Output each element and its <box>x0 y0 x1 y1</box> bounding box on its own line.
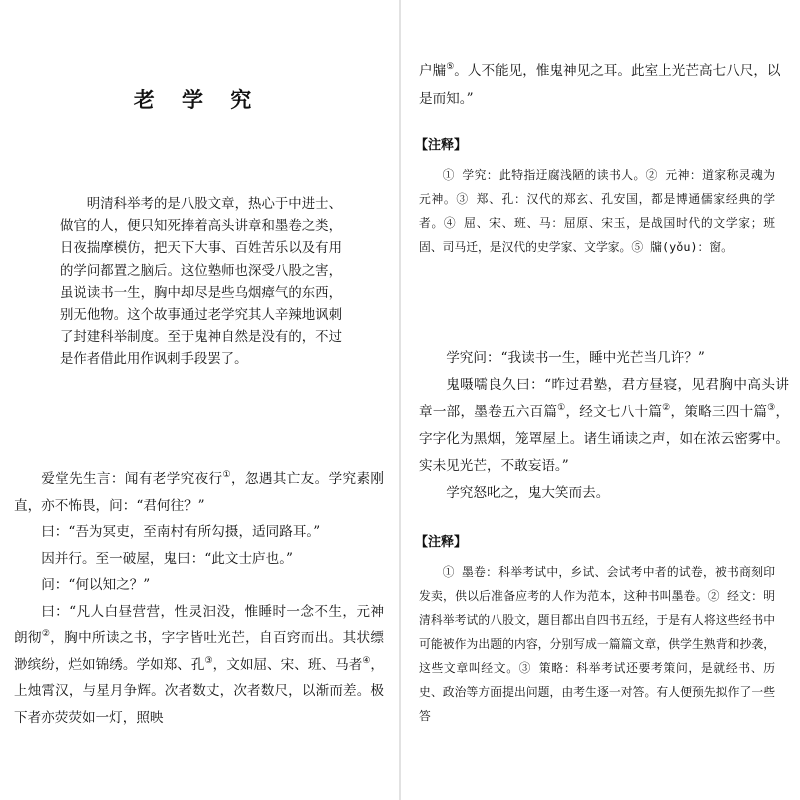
story-text-run: 。人不能见，惟鬼神见之耳。此室上光芒高七八尺，以是而知。” <box>419 63 781 107</box>
page-gutter <box>399 0 401 800</box>
notes-heading: 【注释】 <box>415 138 468 153</box>
notes-heading: 【注释】 <box>415 535 468 550</box>
story-paragraph: 曰：“吾为冥吏，至南村有所勾摄，适同路耳。” <box>41 524 321 540</box>
story-paragraph <box>14 466 384 519</box>
footnote-ref: ② <box>662 403 671 413</box>
intro-text: 明清科举考的是八股文章，热心于中进士、做官的人，便只知死捧着高头讲章和墨卷之类，日夜揣摩模仿，把天下大事、百姓苦乐以及有用的学问都置之脑后。这位塾师也深受八股之害，虽说读书一生，胸中却尽是些乌烟瘴气的东西，别无他物。这个故事通过老学究其人辛辣地讽刺了封建科举制度。至于鬼神自然是没有的，不过是作者借此用作讽刺手段罢了。 <box>60 197 342 368</box>
story-text-run: ，策略三四十篇 <box>670 404 768 420</box>
footnote-ref: ③ <box>767 403 776 413</box>
footnote-ref: ① <box>222 470 231 480</box>
story-text-run: 鬼嗫嚅良久曰：“昨过君塾，君方昼寝，见君胸中高头讲章一部，墨卷五六百篇 <box>419 377 789 420</box>
story-paragraph <box>419 57 789 113</box>
story-text-run: 户牖 <box>419 63 447 79</box>
page-title: 老 学 究 <box>133 88 262 112</box>
story-text-run: ，文如屈、宋、班、马者 <box>212 656 363 673</box>
intro-paragraph <box>60 194 342 372</box>
story-continuation <box>419 57 789 113</box>
story-paragraph: 学究怒叱之，鬼大笑而去。 <box>446 485 610 501</box>
story-text-run: 曰：“凡人白昼营营，性灵汩没，惟睡时一念不生，元神朗彻 <box>14 603 384 646</box>
footnote-ref: ③ <box>204 655 213 666</box>
notes-block <box>419 560 775 728</box>
notes-text: ① 墨卷：科举考试中，乡试、会试考中者的试卷，被书商刻印发卖，供以后准备应考的人作为范本，这种书叫墨卷。② 经文：明清科举考试的八股文，题目都出自四书五经，于是有人将这些经书中可能被作为出题的内容，分别写成一篇篇文章，供学生熟背和抄袭，这些文章叫经文。③ 策略：科举考试还要考策问，是就经书、历史、政治等方面提出问题，由考生逐一对答。有人便预先拟作了一些答 <box>419 565 775 723</box>
footnote-ref: ① <box>557 403 566 413</box>
story-text-run: ，胸中所读之书，字字皆吐光芒，自百窍而出。其状缥渺缤纷，烂如锦绣。学如郑、孔 <box>14 630 385 673</box>
story-text-run: ，上烛霄汉，与星月争辉。次者数丈，次者数尺，以渐而差。极下者亦荧荧如一灯，照映 <box>14 656 385 726</box>
footnote-ref: ② <box>41 629 51 639</box>
story-text <box>14 466 384 731</box>
story-paragraph: 学究问：“我读书一生，睡中光芒当几许？” <box>446 350 705 366</box>
story-text-run: ，字字化为黑烟，笼罩屋上。诸生诵读之声，如在浓云密雾中。实未见光芒，不敢妄语。” <box>419 404 790 474</box>
story-paragraph <box>419 372 789 480</box>
story-text-run: 爱堂先生言：闻有老学究夜行 <box>41 471 223 487</box>
story-paragraph: 问：“何以知之？” <box>41 577 151 593</box>
story-text <box>419 345 789 507</box>
footnote-ref: ④ <box>362 655 371 666</box>
story-text-run: ，经文七八十篇 <box>565 404 663 420</box>
story-paragraph <box>14 599 384 732</box>
footnote-ref: ⑤ <box>446 62 455 72</box>
story-paragraph: 因并行。至一破屋，鬼曰：“此文士庐也。” <box>41 550 293 567</box>
notes-text: ① 学究：此特指迂腐浅陋的读书人。② 元神：道家称灵魂为元神。③ 郑、孔：汉代的郑玄、孔安国，都是博通儒家经典的学者。④ 屈、宋、班、马：屈原、宋玉，是战国时代的文学家；班固、司马迁，是汉代的史学家、文学家。⑤ 牖(yǒu)：窗。 <box>419 168 775 254</box>
story-text-run: ，忽遇其亡友。学究素刚直，亦不怖畏，问：“君何往？” <box>14 471 385 514</box>
notes-block <box>419 163 775 259</box>
